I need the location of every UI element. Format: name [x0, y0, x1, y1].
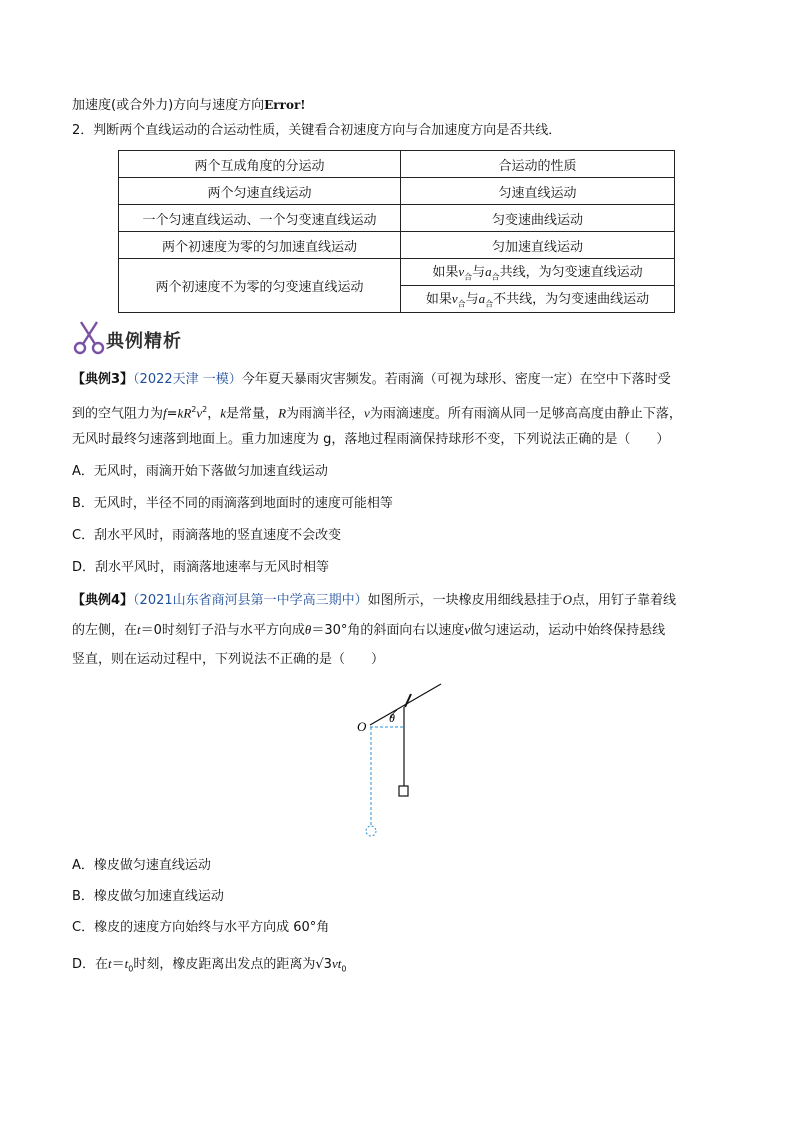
intro-line-1 [72, 95, 306, 116]
pendulum-figure [345, 676, 455, 841]
table-cell: 匀加速直线运动 [401, 232, 675, 259]
table-cell: 匀速直线运动 [401, 178, 675, 205]
table-row [119, 205, 675, 232]
table-cell: 一个匀速直线运动、一个匀变速直线运动 [119, 205, 401, 232]
section-title: 典例精析 [106, 331, 182, 352]
label-theta: θ [389, 711, 395, 725]
dashed-initial-eraser [366, 826, 376, 836]
example4-source: （2021山东省商河县第一中学高三期中） [133, 593, 368, 608]
example3-line-3: 无风时最终匀速落到地面上。重力加速度为 g，落地过程雨滴保持球形不变，下列说法正确的是（ ） [72, 432, 670, 447]
table-header-row [119, 151, 675, 178]
error-text: Error! [264, 98, 306, 112]
example4-option-c: C．橡皮的速度方向始终与水平方向成 60°角 [72, 920, 330, 935]
table-row [119, 232, 675, 259]
table-cell: 两个匀速直线运动 [119, 178, 401, 205]
intro-text: 加速度(或合外力)方向与速度方向 [72, 98, 265, 113]
example3-option-c: C．刮水平风时，雨滴落地的竖直速度不会改变 [72, 528, 342, 543]
table-cell: 如果$v_合$与$a_合$不共线，为匀变速曲线运动 [401, 286, 675, 313]
example4-tag: 【典例4】 [72, 593, 134, 608]
section-heading [72, 318, 232, 358]
table-cell: 匀变速曲线运动 [401, 205, 675, 232]
example4-line-3: 竖直，则在运动过程中，下列说法不正确的是（ ） [72, 652, 385, 667]
example3-option-d: D．刮水平风时，雨滴落地速率与无风时相等 [72, 560, 330, 575]
table-cell: 两个初速度不为零的匀变速直线运动 [119, 259, 401, 313]
intro-line-2: 2．判断两个直线运动的合运动性质，关键看合初速度方向与合加速度方向是否共线． [72, 123, 562, 138]
example4-option-b: B．橡皮做匀加速直线运动 [72, 889, 224, 904]
scissors-icon [72, 318, 108, 358]
label-o: O [357, 719, 367, 734]
example3-line-1: 【典例3】（2022天津 一模）今年夏天暴雨灾害频发。若雨滴（可视为球形、密度一定）在空中下落时受 [72, 372, 671, 387]
example4-line-1: 【典例4】（2021山东省商河县第一中学高三期中）如图所示，一块橡皮用细线悬挂于O点，用钉子靠着线 [72, 592, 677, 608]
example3-option-a: A．无风时，雨滴开始下落做匀加速直线运动 [72, 464, 328, 479]
motion-table [118, 150, 675, 313]
table-row [119, 178, 675, 205]
table-cell: 两个初速度为零的匀加速直线运动 [119, 232, 401, 259]
example4-option-d: D．在$t=t_0$时刻，橡皮距离出发点的距离为$√3vt_0$ [72, 956, 347, 974]
nail-mark [405, 694, 411, 707]
table-header-cell: 合运动的性质 [401, 151, 675, 178]
example3-line-2: 到的空气阻力为$f=kR^2v^2$，k是常量，R为雨滴半径，v为雨滴速度。所有雨滴从同一足够高高度由静止下落， [72, 405, 682, 422]
example3-tag: 【典例3】 [72, 372, 134, 387]
table-cell: 如果$v_合$与$a_合$共线，为匀变速直线运动 [401, 259, 675, 286]
example3-option-b: B．无风时，半径不同的雨滴落到地面时的速度可能相等 [72, 496, 393, 511]
example3-source: （2022天津 一模） [133, 372, 242, 387]
eraser-block [399, 786, 408, 796]
table-row [119, 259, 675, 286]
example4-option-a: A．橡皮做匀速直线运动 [72, 858, 211, 873]
table-header-cell: 两个互成角度的分运动 [119, 151, 401, 178]
example4-line-2: 的左侧，在t＝0时刻钉子沿与水平方向成θ＝30°角的斜面向右以速度v做匀速运动，运动中始终保持悬线 [72, 622, 666, 638]
